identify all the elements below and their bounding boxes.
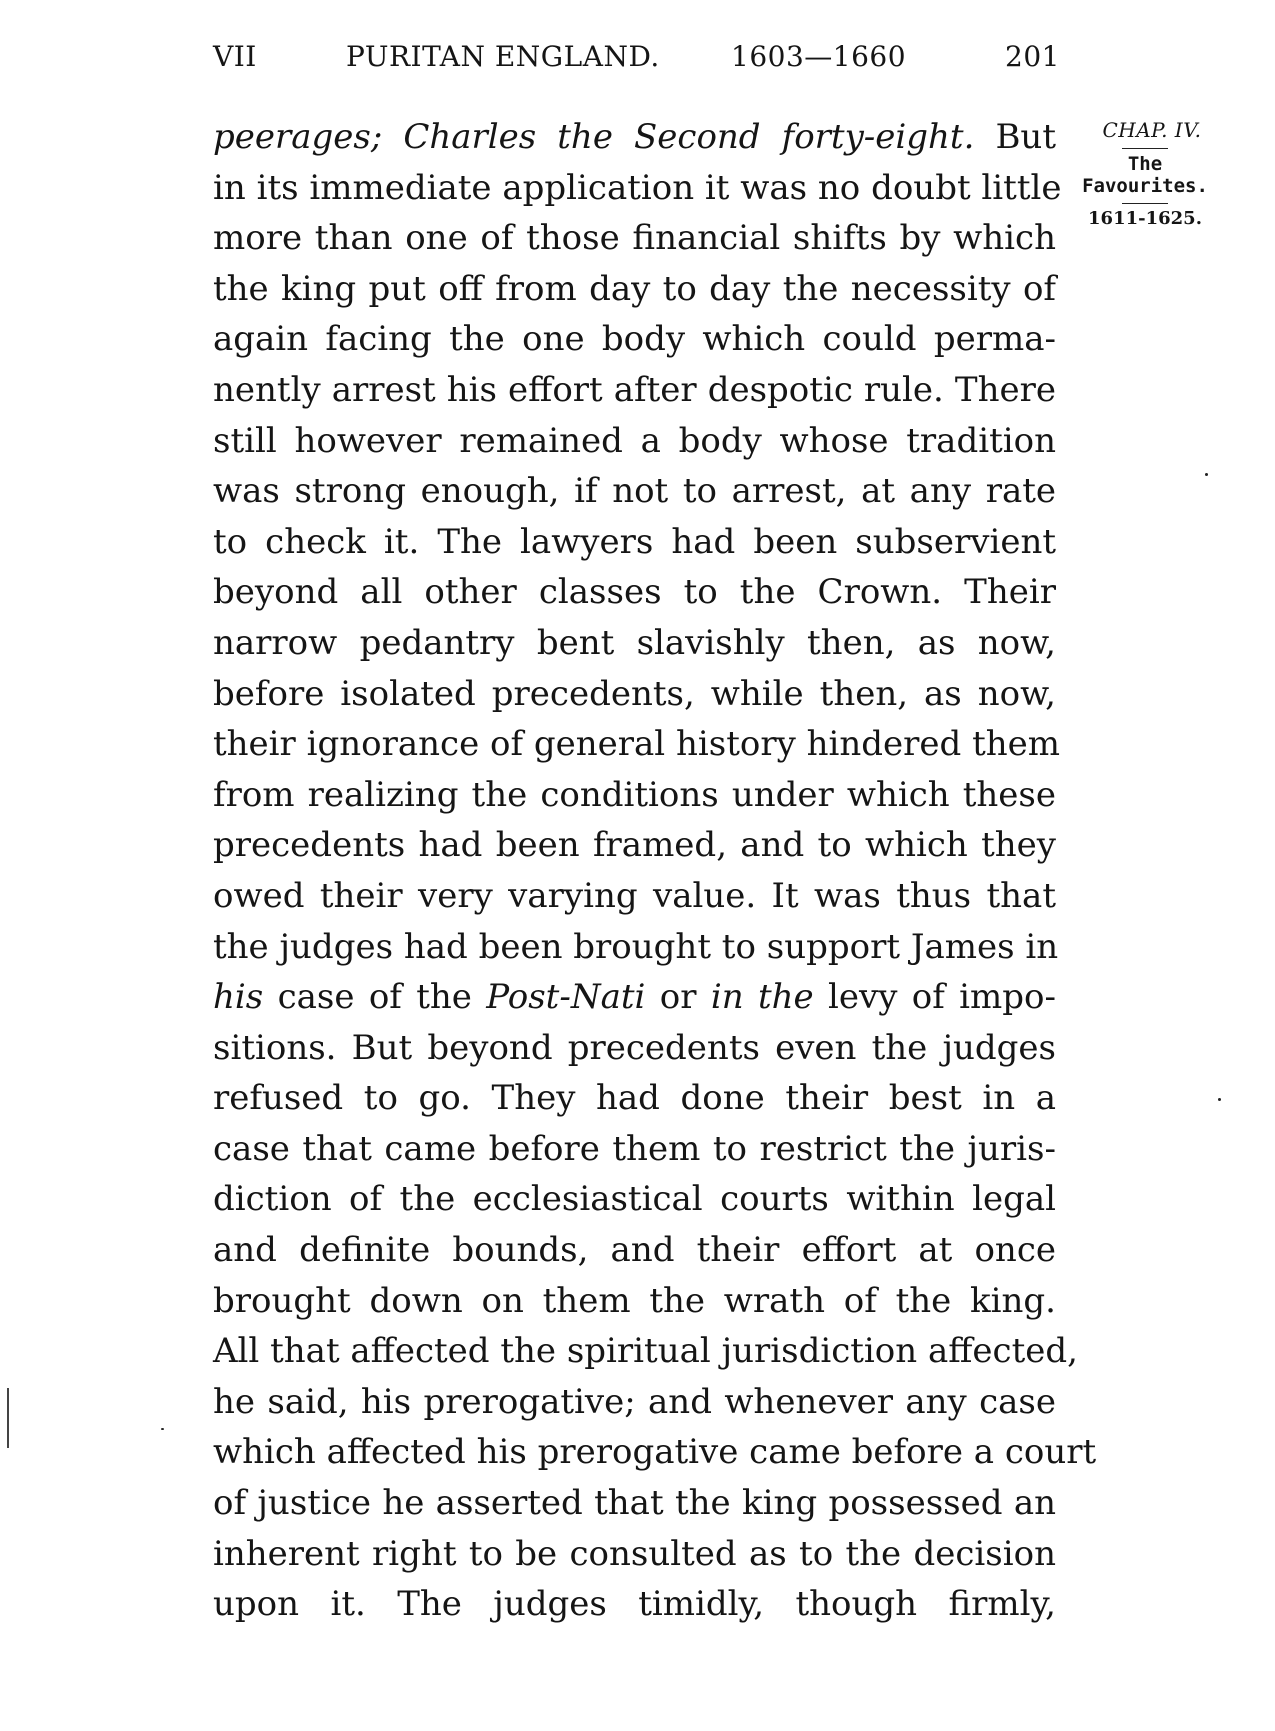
text-line: refused to go. They had done their best in a bbox=[213, 1078, 1056, 1119]
text-line: precedents had been framed, and to which they bbox=[213, 825, 1056, 866]
text-line: inherent right to be consulted as to the decision bbox=[213, 1533, 1056, 1574]
text-line: peerages; Charles the Second forty-eight. But bbox=[213, 117, 1056, 157]
text-line: the judges had been brought to support James in bbox=[213, 926, 1059, 967]
text-line: still however remained a body whose tradition bbox=[213, 420, 1056, 461]
text-line: more than one of those financial shifts by which bbox=[213, 218, 1056, 259]
text-line: narrow pedantry bent slavishly then, as now, bbox=[213, 622, 1056, 663]
margin-note-chapter: CHAP. IV. bbox=[1102, 118, 1202, 142]
text-line: before isolated precedents, while then, as now, bbox=[213, 673, 1056, 714]
text-line: was strong enough, if not to arrest, at any rate bbox=[213, 471, 1056, 512]
running-head-chapter: VII bbox=[213, 40, 257, 73]
running-head-title: PURITAN ENGLAND. bbox=[346, 40, 660, 73]
text-line: owed their very varying value. It was thus that bbox=[213, 875, 1056, 916]
running-head-dates: 1603—1660 bbox=[731, 40, 907, 73]
margin-note-subject-2: Favourites. bbox=[1082, 175, 1208, 197]
page-number: 201 bbox=[1005, 40, 1060, 73]
text-line: sitions. But beyond precedents even the judges bbox=[213, 1027, 1056, 1068]
margin-note-rule bbox=[1122, 203, 1168, 204]
text-line: from realizing the conditions under which these bbox=[213, 774, 1056, 815]
text-line: his case of the Post-Nati or in the levy of impo- bbox=[213, 977, 1057, 1018]
margin-note bbox=[1075, 118, 1215, 229]
scan-speck bbox=[1205, 473, 1208, 476]
text-line: brought down on them the wrath of the king. bbox=[213, 1280, 1056, 1321]
text-line: he said, his prerogative; and whenever any case bbox=[213, 1381, 1056, 1422]
text-line: and definite bounds, and their effort at once bbox=[213, 1230, 1056, 1271]
text-line: of justice he asserted that the king possessed an bbox=[213, 1483, 1056, 1524]
text-line: their ignorance of general history hindered them bbox=[213, 724, 1061, 765]
margin-note-years: 1611-1625. bbox=[1088, 208, 1202, 229]
text-line: to check it. The lawyers had been subservient bbox=[213, 521, 1056, 562]
text-line: in its immediate application it was no doubt little bbox=[213, 167, 1062, 208]
scan-speck bbox=[1218, 1098, 1221, 1101]
text-line: nently arrest his effort after despotic rule. There bbox=[213, 369, 1056, 410]
text-line: upon it. The judges timidly, though firmly, bbox=[213, 1584, 1056, 1625]
body-text bbox=[213, 112, 1097, 1630]
margin-note-rule bbox=[1122, 148, 1168, 149]
text-line: the king put off from day to day the necessity of bbox=[213, 268, 1056, 309]
running-head bbox=[213, 34, 1060, 78]
text-line: case that came before them to restrict the juris- bbox=[213, 1128, 1056, 1169]
text-line: beyond all other classes to the Crown. Their bbox=[213, 572, 1056, 613]
margin-note-subject-1: The bbox=[1127, 153, 1163, 175]
text-line: All that affected the spiritual jurisdiction affected, bbox=[213, 1331, 1078, 1372]
text-line: diction of the ecclesiastical courts within legal bbox=[213, 1179, 1056, 1220]
text-line: again facing the one body which could perma- bbox=[213, 319, 1056, 360]
text-line: which affected his prerogative came before a court bbox=[213, 1432, 1097, 1473]
scan-speck bbox=[161, 1428, 164, 1430]
scan-edge-mark bbox=[7, 1388, 9, 1448]
